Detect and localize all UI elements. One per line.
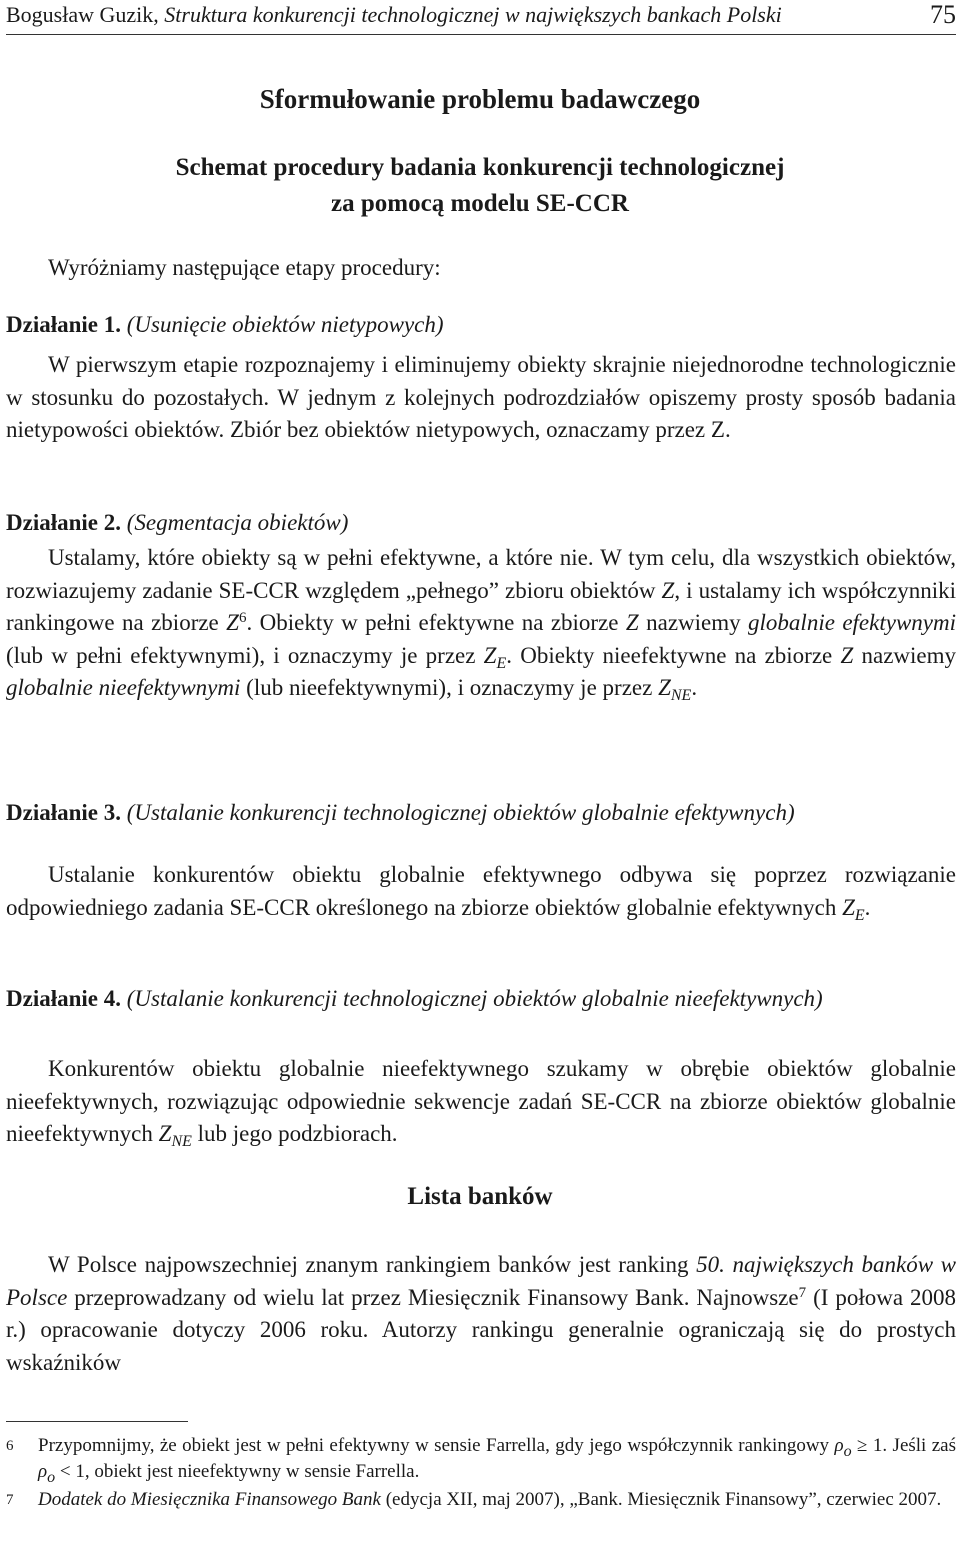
section-title: Sformułowanie problemu badawczego: [259, 84, 701, 114]
text-run: . Obiekty w pełni efektywne na zbiorze: [246, 610, 626, 635]
set-symbol: Z: [625, 610, 639, 635]
term-global-inefficient: globalnie nieefektywnymi: [6, 675, 241, 700]
ranking-name: 50. największych banków w Polsce: [6, 1252, 956, 1310]
step-4-heading: [6, 983, 956, 1016]
page-number: 75: [930, 0, 956, 29]
step-1-title: (Usunięcie obiektów nietypowych): [126, 312, 444, 337]
term-global-efficient: globalnie efektywnymi: [748, 610, 956, 635]
text-run: nazwiemy: [853, 642, 956, 668]
text-run: .: [864, 894, 871, 920]
text-run: . Obiekty nieefektywne na zbiorze: [506, 642, 841, 668]
footnote-7: [6, 1487, 956, 1541]
text-run: Ustalamy, które obiekty są w pełni efektywne, a które nie. W tym celu, dla wszystkich obiektów, rozwiazujemy zadanie SE-CCR względem „pełnego” zbioru obiektów: [6, 545, 956, 603]
footnote-number: 7: [6, 1492, 14, 1508]
text-run: < 1, obiekt jest nieefektywny w sensie Farrella.: [55, 1461, 420, 1482]
step-2-body: [6, 542, 956, 705]
set-symbol: Z: [158, 1121, 172, 1146]
text-run: Przypomnijmy, że obiekt jest w pełni efektywny w sensie Farrella, gdy jego współczynnik rankingowy: [38, 1435, 835, 1456]
text-run: nazwiemy: [638, 610, 749, 635]
step-1-heading: [6, 309, 956, 342]
step-3-label: Działanie 3.: [6, 800, 121, 825]
rho-subscript: o: [47, 1469, 56, 1486]
rho-subscript: o: [843, 1443, 852, 1460]
text-run: (edycja XII, maj 2007), „Bank. Miesięcznik Finansowy”, czerwiec 2007.: [380, 1489, 942, 1510]
step-3-heading: [6, 797, 956, 830]
rho-symbol: ρ: [38, 1461, 48, 1482]
step-4-body: [6, 1053, 956, 1151]
step-2-title: (Segmentacja obiektów): [126, 510, 349, 535]
text-run: .: [691, 675, 698, 700]
text-run: (lub w pełni efektywnymi), i oznaczymy je przez: [6, 642, 484, 668]
set-symbol: Z: [661, 577, 675, 603]
step-1-body: W pierwszym etapie rozpoznajemy i eliminujemy obiekty skrajnie niejednorodne technologicznie w stosunku do pozostałych. W jednym z kolejnych podrozdziałów opiszemy prosty sposób badania nietypowości obiektów. Zbiór bez obiektów nietypowych, oznaczamy przez Z.: [6, 352, 956, 442]
running-header: [6, 0, 956, 32]
step-3-body: [6, 859, 956, 924]
set-subscript: NE: [171, 1133, 192, 1150]
header-citation: [6, 2, 782, 28]
banks-paragraph: [6, 1249, 956, 1379]
set-symbol: Z: [842, 894, 855, 920]
step-2-heading: [6, 507, 956, 540]
text-run: Ustalanie konkurentów obiektu globalnie efektywnego odbywa się poprzez rozwiązanie odpowiedniego zadania SE-CCR określonego na zbiorze obiektów globalnie efektywnych: [6, 862, 956, 920]
step-4-label: Działanie 4.: [6, 986, 121, 1011]
header-rule: [6, 34, 956, 35]
set-subscript: NE: [670, 687, 692, 704]
step-2-label: Działanie 2.: [6, 510, 121, 535]
text-run: (I połowa 2008 r.) opracowanie dotyczy 2006 roku. Autorzy rankingu generalnie ograniczają się do prostych wskaźników: [6, 1284, 957, 1375]
cited-title: Dodatek do Miesięcznika Finansowego Bank: [38, 1489, 381, 1510]
header-journal-title: Struktura konkurencji technologicznej w największych bankach Polski: [164, 2, 782, 27]
footnote-text: [38, 1487, 956, 1513]
text-run: przeprowadzany od wielu lat przez Miesięcznik Finansowy Bank. Najnowsze: [67, 1284, 799, 1310]
set-subscript: E: [854, 906, 865, 924]
set-symbol: Z: [840, 642, 854, 668]
footnote-rule: [6, 1421, 188, 1422]
footnote-ref-7[interactable]: 7: [798, 1284, 807, 1301]
intro-paragraph: Wyróżniamy następujące etapy procedury:: [48, 255, 441, 280]
text-run: Konkurentów obiektu globalnie nieefektywnego szukamy w obrębie obiektów globalnie nieefektywnych, rozwiązując odpowiednie sekwencje zadań SE-CCR na zbiorze obiektów globalnie nieefektywnych: [6, 1056, 956, 1146]
subsection-title: [0, 150, 960, 222]
text-run: (lub nieefektywnymi), i oznaczymy je przez: [240, 675, 659, 700]
banks-section-title: Lista banków: [407, 1183, 553, 1210]
set-symbol: Z: [226, 610, 239, 635]
subsection-title-line-2: za pomocą modelu SE-CCR: [331, 190, 629, 217]
text-run: , i ustalamy ich współczynniki rankingowe na zbiorze: [6, 577, 956, 635]
text-run: lub jego podzbiorach.: [191, 1121, 398, 1146]
rho-symbol: ρ: [834, 1435, 844, 1456]
set-subscript: E: [496, 654, 507, 672]
set-symbol: Z: [658, 675, 671, 700]
header-author: Bogusław Guzik,: [6, 2, 159, 27]
text-run: ≥ 1. Jeśli zaś: [851, 1435, 957, 1456]
footnote-number: 6: [6, 1438, 14, 1454]
footnote-ref-6[interactable]: 6: [238, 610, 247, 626]
footnote-6: [6, 1433, 956, 1487]
step-1-label: Działanie 1.: [6, 312, 121, 337]
text-run: W Polsce najpowszechniej znanym rankingiem banków jest ranking: [48, 1252, 697, 1277]
footnote-text: [38, 1433, 956, 1485]
step-3-title: (Ustalanie konkurencji technologicznej obiektów globalnie efektywnych): [126, 800, 795, 825]
step-4-title: (Ustalanie konkurencji technologicznej obiektów globalnie nieefektywnych): [126, 986, 823, 1011]
set-symbol: Z: [483, 642, 497, 668]
subsection-title-line-1: Schemat procedury badania konkurencji technologicznej: [175, 154, 785, 181]
